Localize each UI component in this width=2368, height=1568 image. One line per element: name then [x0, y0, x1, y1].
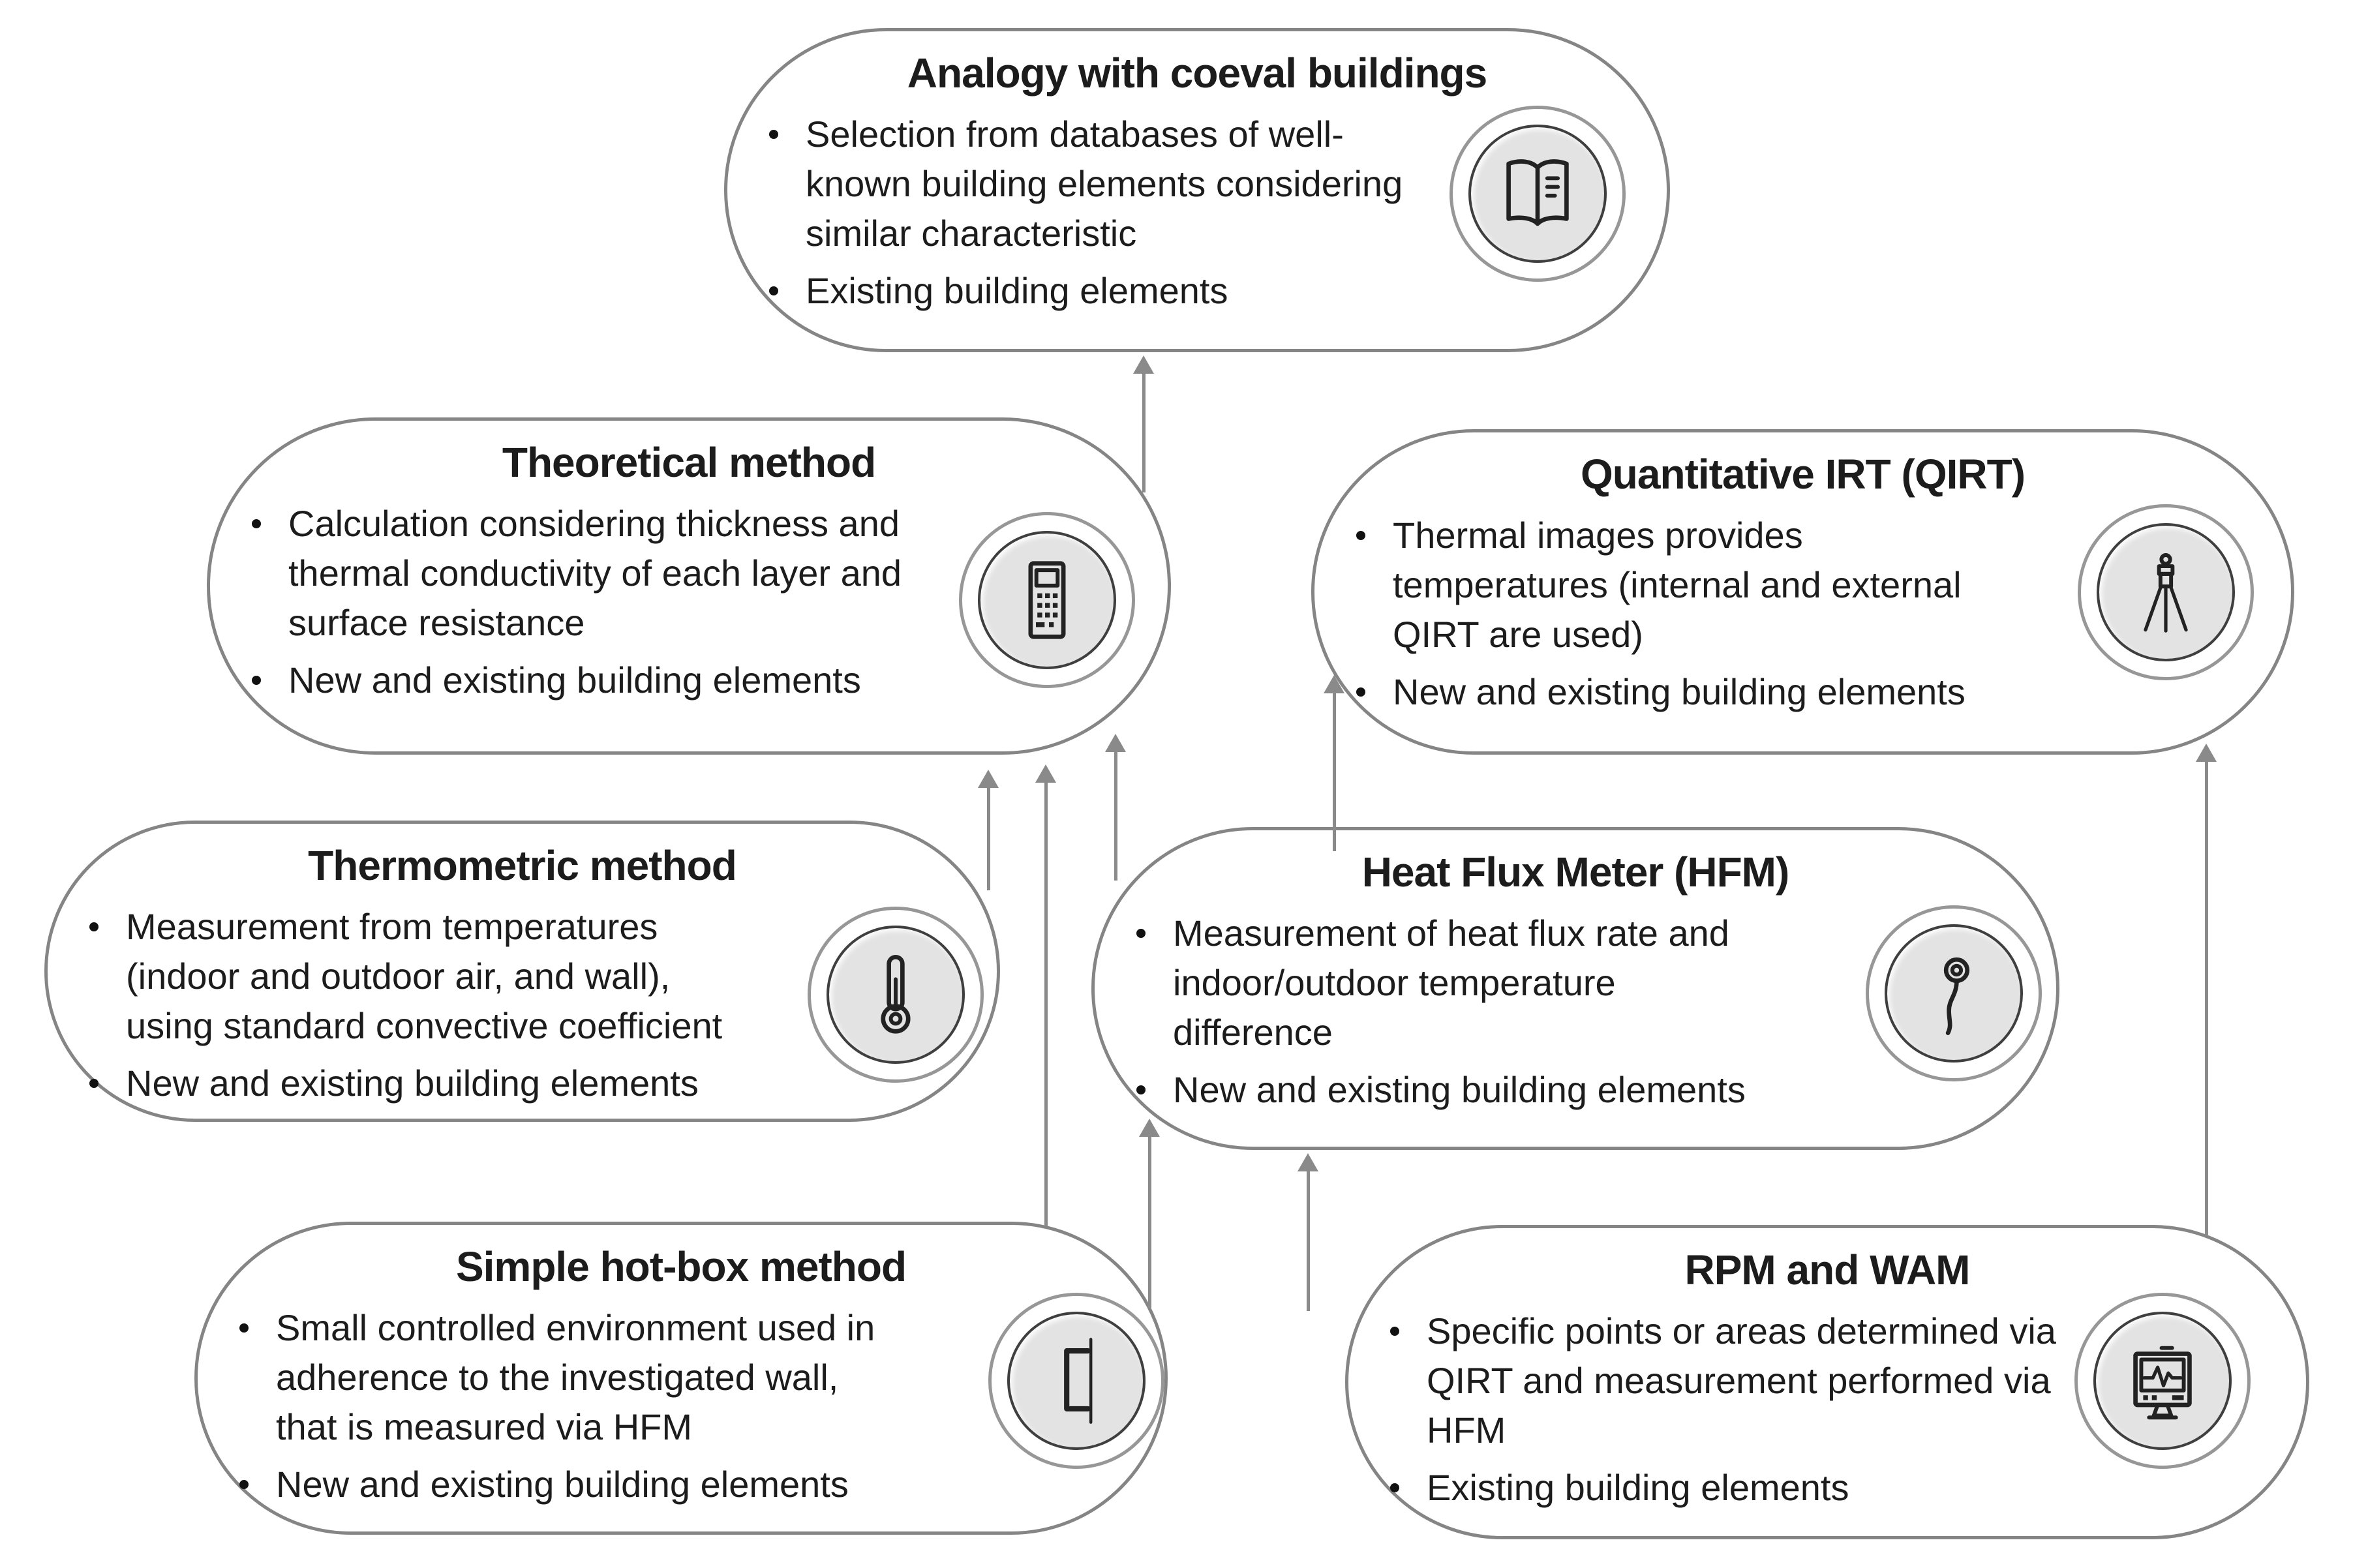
arrow-head	[1298, 1153, 1318, 1171]
bullet-list	[1314, 511, 1993, 717]
bullet-item	[198, 1303, 896, 1452]
bullet-dot	[1390, 1483, 1399, 1492]
arrow-shaft	[1114, 749, 1117, 881]
bullet-text: Small controlled environment used in adherence to the investigated wall, that is measured via HFM	[276, 1307, 875, 1447]
bullet-item	[210, 656, 943, 705]
bullet-list	[1095, 909, 1770, 1115]
bullet-item	[198, 1460, 896, 1509]
bullet-dot	[769, 286, 778, 295]
bullet-item	[48, 1059, 746, 1108]
bullet-item	[1348, 1306, 2061, 1455]
method-box-hfm	[1091, 827, 2059, 1150]
arrow-shaft	[1307, 1169, 1310, 1311]
bullet-dot	[1136, 929, 1146, 938]
tripod-scanner-icon	[2097, 523, 2235, 661]
bullet-dot	[769, 130, 778, 139]
arrow-head	[1105, 734, 1126, 752]
bullet-dot	[1136, 1085, 1146, 1094]
icon-badge	[988, 1293, 1164, 1469]
bullet-item	[48, 902, 746, 1051]
arrow-head	[1035, 764, 1056, 783]
bullet-text: New and existing building elements	[126, 1063, 699, 1104]
icon-badge	[959, 512, 1135, 688]
bullet-list	[210, 499, 943, 705]
bullet-item	[1348, 1463, 2061, 1513]
icon-badge	[808, 907, 984, 1083]
box-title: Analogy with coeval buildings	[907, 50, 1487, 97]
thermometer-icon	[827, 926, 965, 1064]
bullet-text: Specific points or areas determined via QIRT and measurement performed via HFM	[1427, 1310, 2056, 1451]
box-title: Simple hot-box method	[455, 1243, 907, 1290]
arrow-shaft	[1148, 1134, 1151, 1308]
bullet-text: New and existing building elements	[288, 659, 861, 701]
bullet-text: Measurement from temperatures (indoor and outdoor air, and wall), using standard convective coefficient	[126, 906, 723, 1046]
method-box-hotbox	[194, 1222, 1168, 1535]
bullet-dot	[1390, 1327, 1399, 1336]
icon-badge	[1866, 905, 2042, 1081]
arrow-shaft	[1044, 780, 1048, 1226]
bullet-text: Calculation considering thickness and thermal conductivity of each layer and surface resistance	[288, 503, 902, 643]
bullet-text: Existing building elements	[1427, 1467, 1849, 1508]
arrow-head	[1133, 355, 1154, 374]
arrow-shaft	[987, 785, 990, 890]
bullet-dot	[1356, 531, 1365, 540]
bullet-dot	[239, 1480, 249, 1489]
box-title: Theoretical method	[502, 439, 876, 486]
icon-badge	[2078, 504, 2254, 680]
monitor-waveform-icon	[2093, 1312, 2232, 1450]
bullet-text: New and existing building elements	[276, 1464, 849, 1505]
bullet-item	[1314, 667, 1993, 717]
bullet-list	[48, 902, 746, 1108]
box-title: Thermometric method	[308, 842, 736, 889]
bullet-dot	[89, 922, 99, 931]
bullet-item	[1095, 909, 1770, 1057]
bullet-item	[727, 110, 1425, 258]
bullet-dot	[252, 519, 261, 528]
bullet-text: New and existing building elements	[1173, 1069, 1746, 1110]
arrow-head	[2196, 744, 2217, 762]
bullet-item	[727, 266, 1425, 316]
arrow-shaft	[1142, 371, 1146, 492]
arrow-shaft	[1333, 691, 1336, 851]
bullet-list	[727, 110, 1425, 316]
bullet-text: New and existing building elements	[1393, 671, 1966, 712]
arrow-head	[1139, 1119, 1160, 1137]
method-box-rpm	[1345, 1225, 2309, 1539]
box-title: RPM and WAM	[1684, 1246, 1970, 1293]
method-box-qirt	[1311, 429, 2294, 755]
bullet-text: Measurement of heat flux rate and indoor/outdoor temperature difference	[1173, 912, 1729, 1053]
box-title: Quantitative IRT (QIRT)	[1581, 451, 2025, 498]
arrow-head	[1324, 675, 1344, 693]
arrow-shaft	[2205, 759, 2208, 1236]
flux-sensor-icon	[1885, 924, 2023, 1063]
bullet-item	[1314, 511, 1993, 659]
bullet-text: Thermal images provides temperatures (internal and external QIRT are used)	[1393, 515, 1962, 655]
method-box-analogy	[724, 28, 1670, 352]
bullet-dot	[89, 1079, 99, 1088]
method-box-thermometric	[44, 821, 1000, 1122]
icon-badge	[2074, 1293, 2251, 1469]
bullet-item	[210, 499, 943, 648]
method-box-theoretical	[207, 417, 1171, 755]
bullet-text: Existing building elements	[806, 270, 1228, 311]
bullet-dot	[239, 1323, 249, 1333]
box-title: Heat Flux Meter (HFM)	[1361, 849, 1789, 896]
icon-badge	[1450, 106, 1626, 282]
arrow-head	[978, 770, 999, 788]
bullet-list	[1348, 1306, 2061, 1513]
bullet-item	[1095, 1065, 1770, 1115]
open-book-icon	[1468, 125, 1607, 263]
calculator-icon	[978, 531, 1116, 669]
wall-panel-icon	[1007, 1312, 1146, 1450]
bullet-dot	[252, 676, 261, 685]
bullet-dot	[1356, 687, 1365, 697]
bullet-text: Selection from databases of well-known building elements considering similar characteristic	[806, 113, 1403, 254]
bullet-list	[198, 1303, 896, 1509]
